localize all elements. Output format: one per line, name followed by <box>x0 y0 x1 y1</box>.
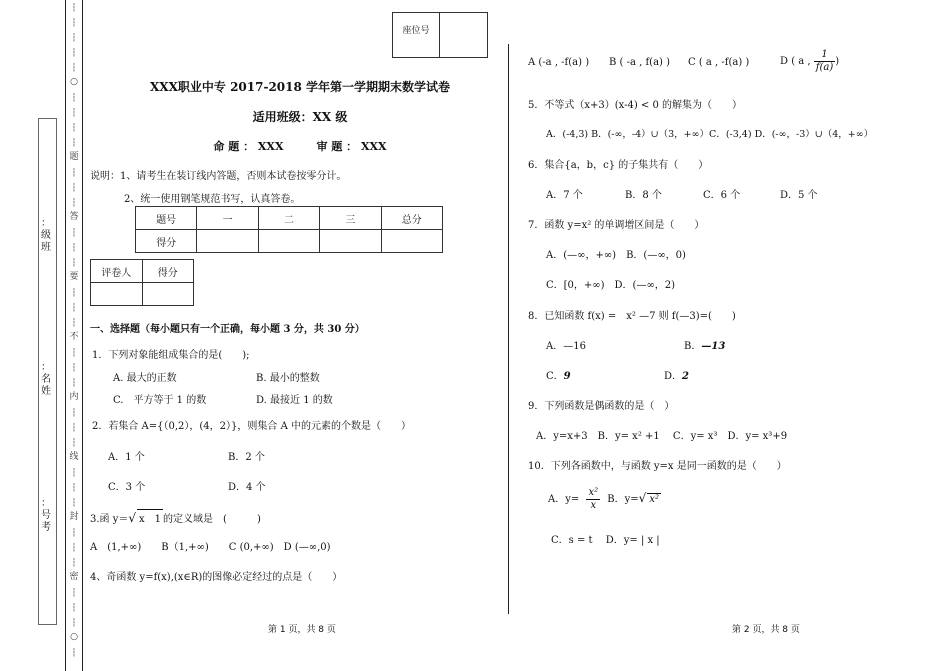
id-label: ：号考 <box>41 498 51 533</box>
q1-option-b: B. 最小的整数 <box>256 373 320 384</box>
binding-circle: ○ <box>70 632 78 642</box>
name-label: ：名姓 <box>41 362 51 397</box>
q3-stem-post: 的定义域是 ( ) <box>163 514 261 525</box>
q7-options-cd: C．[0，+∞) D．(—∞，2) <box>546 280 676 291</box>
binding-dots: ┆ <box>71 198 77 207</box>
q6-option-a: A．7 个 <box>546 190 583 201</box>
binding-char: 不 <box>69 332 79 342</box>
class-label: ：级班 <box>41 218 51 253</box>
grader-cell <box>91 283 143 306</box>
q2-option-a: A．1 个 <box>108 452 145 463</box>
q2-stem: 2．若集合 A={（0,2），(4，2）}，则集合 A 中的元素的个数是（ ） <box>92 421 411 432</box>
q6-option-d: D．5 个 <box>780 190 818 201</box>
binding-dots: ┆ <box>71 288 77 297</box>
binding-dots: ┆ <box>71 93 77 102</box>
class-line: 适用班级：XX 级 <box>252 110 348 124</box>
q4-option-c: C ( a , -f(a) ) <box>688 57 750 68</box>
score-table <box>135 206 443 253</box>
score-header: 三 <box>320 207 381 230</box>
binding-char: 封 <box>69 512 79 522</box>
binding-dots: ┆ <box>71 603 77 612</box>
q10-b-pre: B．y= <box>607 494 639 505</box>
binding-dots: ┆ <box>71 243 77 252</box>
q6-stem: 6．集合{a，b，c} 的子集共有（ ） <box>528 160 709 171</box>
q4-d-numerator: 1 <box>814 49 835 62</box>
score-cell <box>258 230 319 253</box>
binding-dots: ┆ <box>71 558 77 567</box>
score-header: 题号 <box>136 207 197 230</box>
binding-dots: ┆ <box>71 228 77 237</box>
q10-a-denominator: x <box>590 500 597 511</box>
q4-d-fraction <box>814 49 835 74</box>
q4-d-post: ) <box>835 56 840 67</box>
q1-stem: 1．下列对象能组成集合的是( ); <box>92 350 250 361</box>
binding-dots: ┆ <box>71 498 77 507</box>
q3-stem <box>90 509 261 525</box>
page-footer-right: 第 2 页，共 8 页 <box>732 625 800 635</box>
q10-a-numerator: x² <box>588 487 599 498</box>
q8-option-a <box>546 337 586 352</box>
q10-option-ab <box>548 487 661 512</box>
binding-dots: ┆ <box>71 468 77 477</box>
q10-b-radicand: x² <box>649 494 659 505</box>
binding-dots: ┆ <box>71 258 77 267</box>
grader-header: 得分 <box>142 260 194 283</box>
q3-stem-pre: 3.函 y＝ <box>90 514 129 525</box>
q8-c-value: 9 <box>563 371 571 382</box>
binding-dots: ┆ <box>71 618 77 627</box>
score-cell <box>197 230 258 253</box>
q4-d-denominator: f(a) <box>815 62 834 73</box>
score-header: 二 <box>258 207 319 230</box>
binding-dots: ┆ <box>71 168 77 177</box>
binding-char: 答 <box>69 212 79 222</box>
grader-cell <box>142 283 194 306</box>
seat-number-box <box>392 12 488 58</box>
binding-dots: ┆ <box>71 183 77 192</box>
q5-options: A．(-4,3) B．(-∞，-4）∪（3，+∞）C．(-3,4) D．(-∞，-3）∪（4，+∞） <box>546 129 874 140</box>
q9-stem: 9．下列函数是偶函数的是（ ） <box>528 401 675 412</box>
binding-char: 题 <box>69 152 79 162</box>
grader-header: 评卷人 <box>91 260 143 283</box>
binding-dots: ┆ <box>71 348 77 357</box>
binding-dots: ┆ <box>71 408 77 417</box>
q8-c-label: C． <box>546 371 564 382</box>
q8-a-value: —16 <box>563 341 586 352</box>
page-footer-left: 第 1 页，共 8 页 <box>268 625 336 635</box>
q8-b-label: B． <box>684 341 702 352</box>
q7-options-ab: A．(—∞，+∞) B．(—∞，0) <box>546 250 686 261</box>
score-cell <box>381 230 442 253</box>
q8-option-d <box>664 367 689 382</box>
q3-radicand: x 1 <box>137 509 163 525</box>
binding-dots: ┆ <box>71 123 77 132</box>
binding-dots: ┆ <box>71 543 77 552</box>
binding-dots: ┆ <box>71 63 77 72</box>
exam-title: XXX职业中专 2017-2018 学年第一学期期末数学试卷 <box>149 80 451 94</box>
binding-char: 要 <box>69 272 79 282</box>
q10-a-pre: A．y= <box>548 494 580 505</box>
sqrt-sign: √ <box>128 511 137 525</box>
instruction-1: 说明：1、请考生在装订线内答题，否则本试卷按零分计。 <box>90 171 347 182</box>
q8-b-value: —13 <box>701 341 726 352</box>
q5-stem: 5．不等式（x+3）(x-4) < 0 的解集为（ ） <box>528 100 743 111</box>
binding-dots: ┆ <box>71 303 77 312</box>
q8-d-value: 2 <box>682 371 689 382</box>
binding-dots: ┆ <box>71 18 77 27</box>
sqrt-sign: √ <box>638 491 647 505</box>
binding-dots: ┆ <box>71 363 77 372</box>
binding-dots: ┆ <box>71 648 77 657</box>
q4-option-b: B ( -a , f(a) ) <box>609 57 671 68</box>
author-line: 命 题 ： XXX 审 题 ： XXX <box>213 140 387 153</box>
instruction-2: 2、统一使用钢笔规范书写，认真答卷。 <box>124 194 301 205</box>
q4-option-a: A (-a , -f(a) ) <box>528 57 590 68</box>
column-divider <box>508 44 509 614</box>
binding-dots: ┆ <box>71 378 77 387</box>
binding-margin <box>0 0 86 671</box>
q8-option-b <box>684 337 725 352</box>
q1-option-a: A. 最大的正数 <box>113 373 177 384</box>
q7-stem: 7．函数 y=x² 的单调增区间是（ ） <box>528 220 705 231</box>
q2-option-c: C．3 个 <box>108 482 146 493</box>
q6-option-b: B．8 个 <box>625 190 662 201</box>
q8-a-label: A． <box>546 341 564 352</box>
binding-dots: ┆ <box>71 483 77 492</box>
binding-char: 内 <box>69 392 79 402</box>
binding-dots: ┆ <box>71 318 77 327</box>
score-row-label: 得分 <box>136 230 197 253</box>
binding-circle: ○ <box>70 77 78 87</box>
binding-dots: ┆ <box>71 528 77 537</box>
grader-table <box>90 259 194 306</box>
q3-options: A (1,+∞) B（1,+∞) C (0,+∞) D (—∞,0) <box>90 542 331 553</box>
q4-option-d <box>780 49 839 74</box>
q10-options-cd: C．s = t D．y= | x | <box>551 535 660 546</box>
q8-stem: 8．已知函数 f(x) = x² —7 则 f(—3)=( ) <box>528 311 736 322</box>
binding-dots: ┆ <box>71 48 77 57</box>
binding-dots: ┆ <box>71 423 77 432</box>
q4-d-pre: D ( a , <box>780 56 811 67</box>
binding-dots: ┆ <box>71 108 77 117</box>
q8-d-label: D． <box>664 371 683 382</box>
binding-dots: ┆ <box>71 138 77 147</box>
q10-stem: 10．下列各函数中，与函数 y=x 是同一函数的是（ ） <box>528 461 787 472</box>
binding-line <box>82 0 83 671</box>
q10-a-fraction <box>586 487 600 512</box>
q6-option-c: C．6 个 <box>703 190 741 201</box>
binding-line <box>65 0 66 671</box>
score-header: 总分 <box>381 207 442 230</box>
binding-dotted-marks <box>67 0 81 671</box>
binding-dots: ┆ <box>71 588 77 597</box>
binding-dots: ┆ <box>71 3 77 12</box>
q4-stem: 4、奇函数 y=f(x),(x∈R)的图像必定经过的点是（ ） <box>90 572 343 583</box>
q2-option-b: B．2 个 <box>228 452 265 463</box>
section-1-title: 一、选择题（每小题只有一个正确，每小题 3 分，共 30 分） <box>90 324 365 335</box>
binding-char: 密 <box>69 572 79 582</box>
q1-option-d: D. 最接近 1 的数 <box>256 395 333 406</box>
q2-option-d: D．4 个 <box>228 482 266 493</box>
binding-dots: ┆ <box>71 438 77 447</box>
score-header: 一 <box>197 207 258 230</box>
binding-char: 线 <box>69 452 79 462</box>
seat-label: 座位号 <box>393 13 440 57</box>
binding-dots: ┆ <box>71 33 77 42</box>
q1-option-c: C. 平方等于 1 的数 <box>113 395 207 406</box>
q9-options: A．y=x+3 B．y= x² +1 C．y= x³ D．y= x³+9 <box>536 431 788 442</box>
score-cell <box>320 230 381 253</box>
q8-option-c <box>546 367 571 382</box>
